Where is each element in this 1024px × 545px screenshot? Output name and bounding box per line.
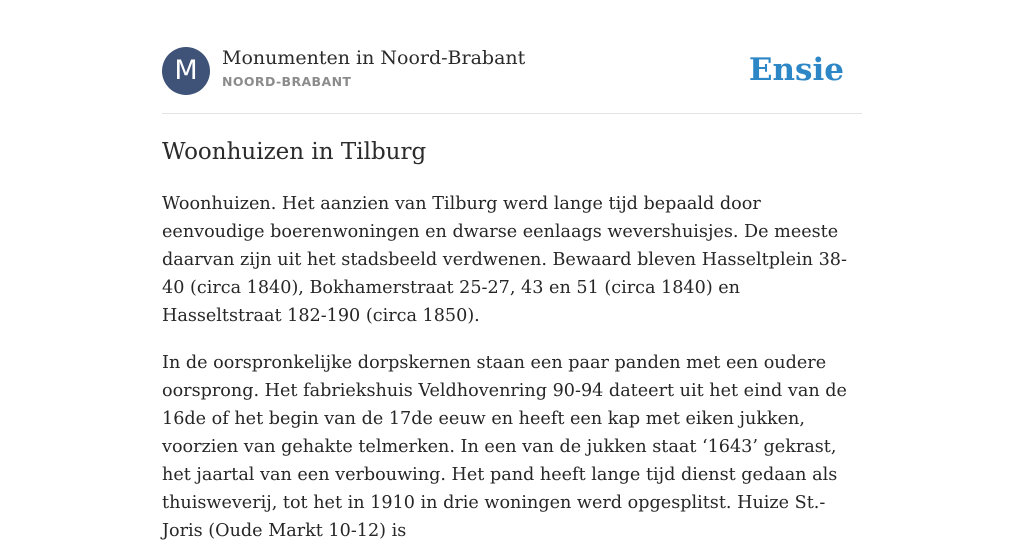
ensie-logo-link[interactable]: Ensie xyxy=(748,52,844,88)
article-paragraph: In de oorspronkelijke dorpskernen staan een paar panden met een oudere oorsprong. Het fabriekshuis Veldhovenring 90-94 dateert uit het eind van de 16de of het begin van de 17de eeuw en heeft een kap met eiken jukken, voorzien van gehakte telmerken. In een van de jukken staat ‘1643’ gekrast, het jaartal van een verbouwing. Het pand heeft lange tijd dienst gedaan als thuisweverij, tot het in 1910 in drie woningen werd opgesplitst. Huize St.-Joris (Oude Markt 10-12) is xyxy=(162,353,847,541)
source-subtitle[interactable]: NOORD-BRABANT xyxy=(222,74,352,89)
source-avatar[interactable]: M xyxy=(162,47,210,95)
source-title[interactable]: Monumenten in Noord-Brabant xyxy=(222,47,526,69)
source-header xyxy=(162,0,862,114)
page-container xyxy=(162,0,862,541)
article-title: Woonhuizen in Tilburg xyxy=(162,139,427,165)
article-paragraph: Woonhuizen. Het aanzien van Tilburg werd lange tijd bepaald door eenvoudige boerenwoningen en dwarse eenlaags wevershuisjes. De meeste daarvan zijn uit het stadsbeeld verdwenen. Bewaard bleven Hasseltplein 38-40 (circa 1840), Bokhamerstraat 25-27, 43 en 51 (circa 1840) en Hasseltstraat 182-190 (circa 1850). xyxy=(162,194,847,326)
